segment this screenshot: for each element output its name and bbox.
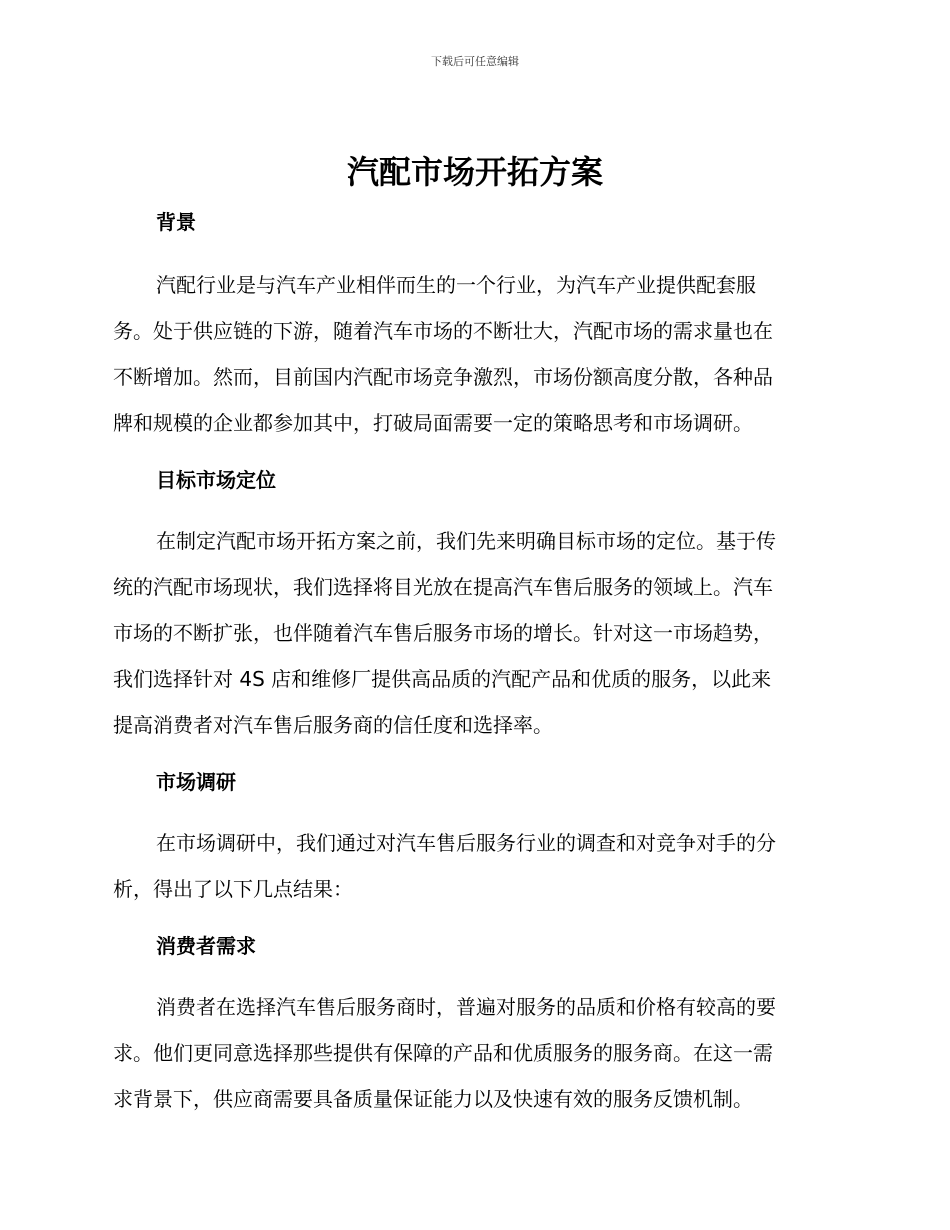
paragraph-line: 务。处于供应链的下游，随着汽车市场的不断壮大，汽配市场的需求量也在 (113, 319, 773, 343)
header-note: 下载后可任意编辑 (431, 55, 519, 68)
paragraph-line: 牌和规模的企业都参加其中，打破局面需要一定的策略思考和市场调研。 (113, 411, 753, 435)
paragraph-line: 提高消费者对汽车售后服务商的信任度和选择率。 (113, 713, 553, 737)
section-heading-consumer-demand: 消费者需求 (156, 934, 256, 958)
paragraph-line: 消费者在选择汽车售后服务商时，普遍对服务的品质和价格有较高的要 (156, 995, 776, 1019)
section-paragraph-target-market (113, 518, 835, 748)
paragraph-line: 在制定汽配市场开拓方案之前，我们先来明确目标市场的定位。基于传 (156, 529, 776, 553)
section-paragraph-market-research (113, 820, 835, 912)
paragraph-line: 我们选择针对 4S 店和维修厂提供高品质的汽配产品和优质的服务，以此来 (113, 667, 772, 691)
paragraph-line: 统的汽配市场现状，我们选择将目光放在提高汽车售后服务的领域上。汽车 (113, 575, 773, 599)
paragraph-line: 析，得出了以下几点结果： (113, 877, 353, 901)
paragraph-line: 汽配行业是与汽车产业相伴而生的一个行业，为汽车产业提供配套服 (156, 273, 756, 297)
paragraph-line: 求。他们更同意选择那些提供有保障的产品和优质服务的服务商。在这一需 (113, 1041, 773, 1065)
section-paragraph-background (113, 262, 835, 446)
document-title: 汽配市场开拓方案 (346, 153, 603, 191)
paragraph-line: 市场的不断扩张，也伴随着汽车售后服务市场的增长。针对这一市场趋势， (113, 621, 773, 645)
section-heading-target-market: 目标市场定位 (156, 468, 276, 492)
paragraph-line: 在市场调研中，我们通过对汽车售后服务行业的调查和对竞争对手的分 (156, 831, 776, 855)
paragraph-line: 不断增加。然而，目前国内汽配市场竞争激烈，市场份额高度分散，各种品 (113, 365, 773, 389)
section-paragraph-consumer-demand (113, 984, 835, 1122)
document-body (113, 202, 835, 1122)
section-heading-market-research: 市场调研 (156, 770, 236, 794)
section-heading-background: 背景 (156, 210, 196, 234)
paragraph-line: 求背景下，供应商需要具备质量保证能力以及快速有效的服务反馈机制。 (113, 1087, 753, 1111)
